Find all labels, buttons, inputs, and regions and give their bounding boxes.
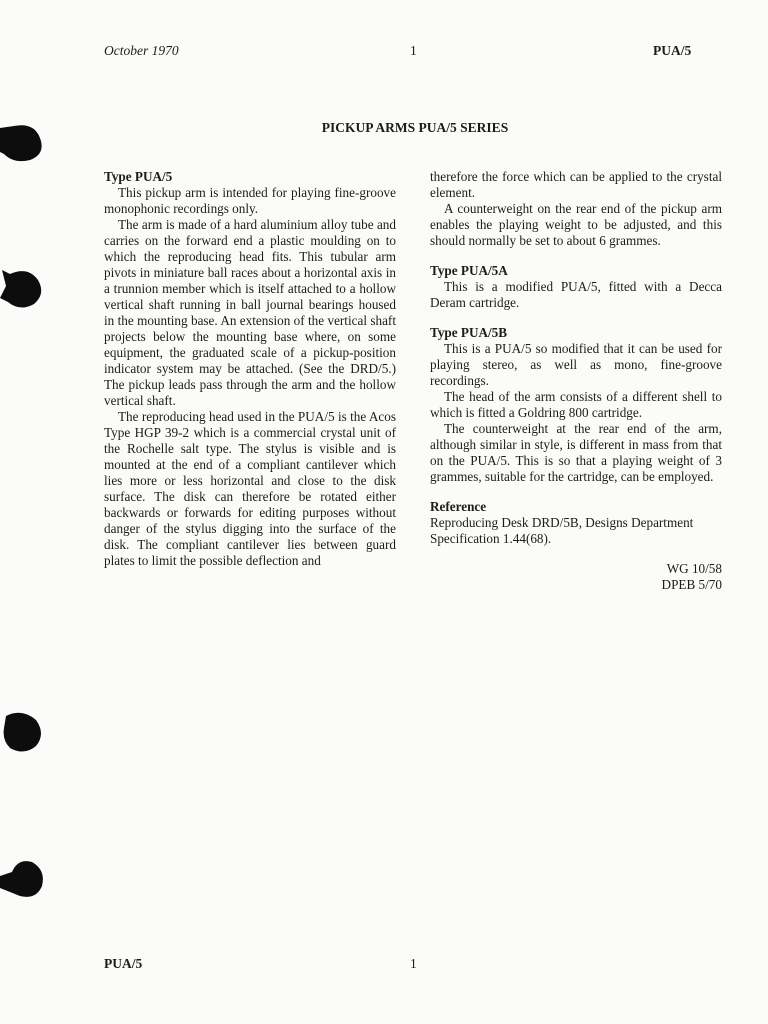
punch-hole-2 [0,264,46,310]
paragraph: The reproducing head used in the PUA/5 is the Acos Type HGP 39-2 which is a commercial crystal unit of the Rochelle salt type. The stylus is visible and is mounted at the end of a compliant cantilever which lies more or less horizontal and close to the disk surface. The disk can therefore be rotated either backwards or forwards for editing purposes without danger of the stylus digging into the surface of the disk. The compliant cantilever lies between guard plates to limit the possible deflection and [104,409,396,568]
section-heading-pua5: Type PUA/5 [104,169,173,184]
paragraph: The counterweight at the rear end of the arm, although similar in style, is different in mass from that on the PUA/5. This is so that a playing weight of 3 grammes, suitable for the cartridge, can be employed. [430,421,722,484]
punch-hole-3 [0,708,46,754]
paragraph-continuation: therefore the force which can be applied to the crystal element. [430,169,722,200]
header-document-code: PUA/5 [653,43,692,58]
paragraph: This is a PUA/5 so modified that it can be used for playing stereo, as well as mono, fine-groove recordings. [430,341,722,388]
footer-page-number: 1 [410,956,417,971]
signature-block [430,561,722,593]
paragraph: The arm is made of a hard aluminium alloy tube and carries on the forward end a plastic moulding on to which the reproducing head fits. This tubular arm pivots in miniature ball races about a horizontal axis in a trunnion member which is itself attached to a hollow vertical shaft running in ball journal bearings housed in the mounting base. An extension of the vertical shaft projects below the mounting base where, on some equipment, the graduated scale of a pickup-position indicator system may be attached. (See the DRD/5.) The pickup leads pass through the arm and the hollow vertical shaft. [104,217,396,408]
paragraph: This pickup arm is intended for playing fine-groove monophonic recordings only. [104,185,396,216]
header-page-number: 1 [410,43,417,58]
section-heading-pua5a: Type PUA/5A [430,263,508,278]
signature-line: DPEB 5/70 [661,577,722,592]
reference-text: Reproducing Desk DRD/5B, Designs Department Specification 1.44(68). [430,515,694,546]
punch-hole-4 [0,854,46,900]
paragraph: A counterweight on the rear end of the pickup arm enables the playing weight to be adjusted, and this should normally be set to about 6 grammes. [430,201,722,248]
reference-heading: Reference [430,499,487,514]
section-heading-pua5b: Type PUA/5B [430,325,508,340]
left-column [104,169,396,569]
page-title: PICKUP ARMS PUA/5 SERIES [321,120,509,135]
paragraph: The head of the arm consists of a different shell to which is fitted a Goldring 800 cartridge. [430,389,722,420]
signature-line: WG 10/58 [666,561,722,576]
paragraph: This is a modified PUA/5, fitted with a Decca Deram cartridge. [430,279,722,310]
footer-document-code: PUA/5 [104,956,143,971]
header-date: October 1970 [104,43,179,58]
right-column [430,169,722,593]
